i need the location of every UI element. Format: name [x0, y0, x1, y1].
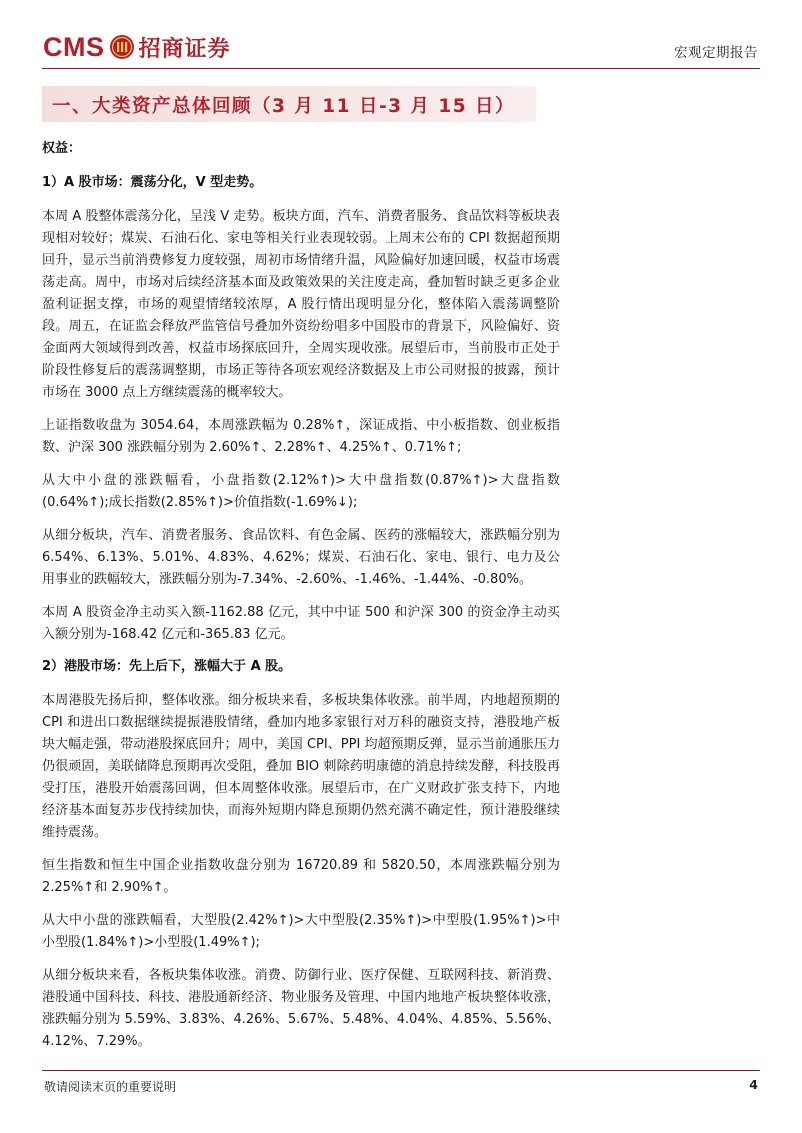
header-divider — [42, 68, 760, 69]
report-body — [42, 138, 560, 1064]
a-share-heading: 1）A 股市场：震荡分化，V 型走势。 — [42, 175, 263, 190]
footer-divider — [42, 1070, 760, 1071]
a-share-size-style-paragraph: 从大中小盘的涨跌幅看，小盘指数(2.12%↑)>大中盘指数(0.87%↑)>大盘指数(0.64%↑);成长指数(2.85%↑)>价值指数(-1.69%↓); — [42, 473, 560, 510]
logo-latin-text: CMS — [43, 31, 105, 62]
section-title: 一、大类资产总体回顾（3 月 11 日-3 月 15 日） — [52, 96, 516, 117]
hk-share-sector-paragraph: 从细分板块来看，各板块集体收涨。消费、防御行业、医疗保健、互联网科技、新消费、港股通中国科技、科技、港股通新经济、物业服务及管理、中国内地地产板块整体收涨，涨跌幅分别为 5.59%、3.83%、4.26%、5.67%、5.48%、4.04%、4.85%、5.56%、4.12%、7.29%。 — [42, 968, 560, 1049]
page-number: 4 — [749, 1077, 758, 1092]
a-share-overview-paragraph: 本周 A 股整体震荡分化，呈浅 V 走势。板块方面，汽车、消费者服务、食品饮料等板块表现相对较好；煤炭、石油石化、家电等相关行业表现较弱。上周末公布的 CPI 数据超预期回升，显示当前消费修复力度较强，周初市场情绪升温，风险偏好加速回暖，权益市场震荡走高。周中，市场对后续经济基本面及政策效果的关注度走高，叠加暂时缺乏更多企业盈利证据支撑，市场的观望情绪较浓厚，A 股行情出现明显分化，整体陷入震荡调整阶段。周五，在证监会释放严监管信号叠加外资纷纷唱多中国股市的背景下，风险偏好、资金面两大领域得到改善，权益市场探底回升，全周实现收涨。展望后市，当前股市正处于阶段性修复后的震荡调整期，市场正等待各项宏观经济数据及上市公司财报的披露，预计市场在 3000 点上方继续震荡的概率较大。 — [42, 209, 560, 400]
a-share-fund-flow-paragraph: 本周 A 股资金净主动买入额-1162.88 亿元，其中中证 500 和沪深 300 的资金净主动买入额分别为-168.42 亿元和-365.83 亿元。 — [42, 605, 560, 642]
hk-share-heading: 2）港股市场：先上后下，涨幅大于 A 股。 — [42, 659, 292, 674]
hk-share-index-paragraph: 恒生指数和恒生中国企业指数收盘分别为 16720.89 和 5820.50，本周涨跌幅分别为 2.25%↑和 2.90%↑。 — [42, 858, 560, 895]
logo-chinese-text: 招商证券 — [138, 35, 231, 62]
equity-label: 权益： — [42, 141, 82, 156]
cms-emblem-icon — [109, 34, 135, 60]
cms-logo — [43, 30, 231, 64]
a-share-sector-paragraph: 从细分板块，汽车、消费者服务、食品饮料、有色金属、医药的涨幅较大，涨跌幅分别为 6.54%、6.13%、5.01%、4.83%、4.62%；煤炭、石油石化、家电、银行、电力及公用事业的跌幅较大，涨跌幅分别为-7.34%、-2.60%、-1.46%、-1.44%、-0.80%。 — [42, 528, 560, 587]
page-header — [0, 0, 802, 72]
report-type-label: 宏观定期报告 — [674, 45, 758, 61]
hk-share-size-paragraph: 从大中小盘的涨跌幅看，大型股(2.42%↑)>大中型股(2.35%↑)>中型股(1.95%↑)>中小型股(1.84%↑)>小型股(1.49%↑); — [42, 913, 560, 950]
footer-disclaimer-note: 敬请阅读末页的重要说明 — [44, 1080, 177, 1094]
hk-share-overview-paragraph: 本周港股先扬后抑，整体收涨。细分板块来看，多板块集体收涨。前半周，内地超预期的 CPI 和进出口数据继续提振港股情绪，叠加内地多家银行对万科的融资支持，港股地产板块大幅走强，带动港股探底回升；周中，美国 CPI、PPI 均超预期反弹，显示当前通胀压力仍很顽固，美联储降息预期再次受阻，叠加 BIO 刺除药明康德的消息持续发酵，科技股再受打压，港股开始震荡回调，但本周整体收涨。展望后市，在广义财政扩张支持下，内地经济基本面复苏步伐持续加快，而海外短期内降息预期仍然充满不确定性，预计港股继续维持震荡。 — [42, 693, 560, 840]
a-share-index-paragraph: 上证指数收盘为 3054.64，本周涨跌幅为 0.28%↑，深证成指、中小板指数、创业板指数、沪深 300 涨跌幅分别为 2.60%↑、2.28%↑、4.25%↑、0.71%↑; — [42, 418, 560, 455]
